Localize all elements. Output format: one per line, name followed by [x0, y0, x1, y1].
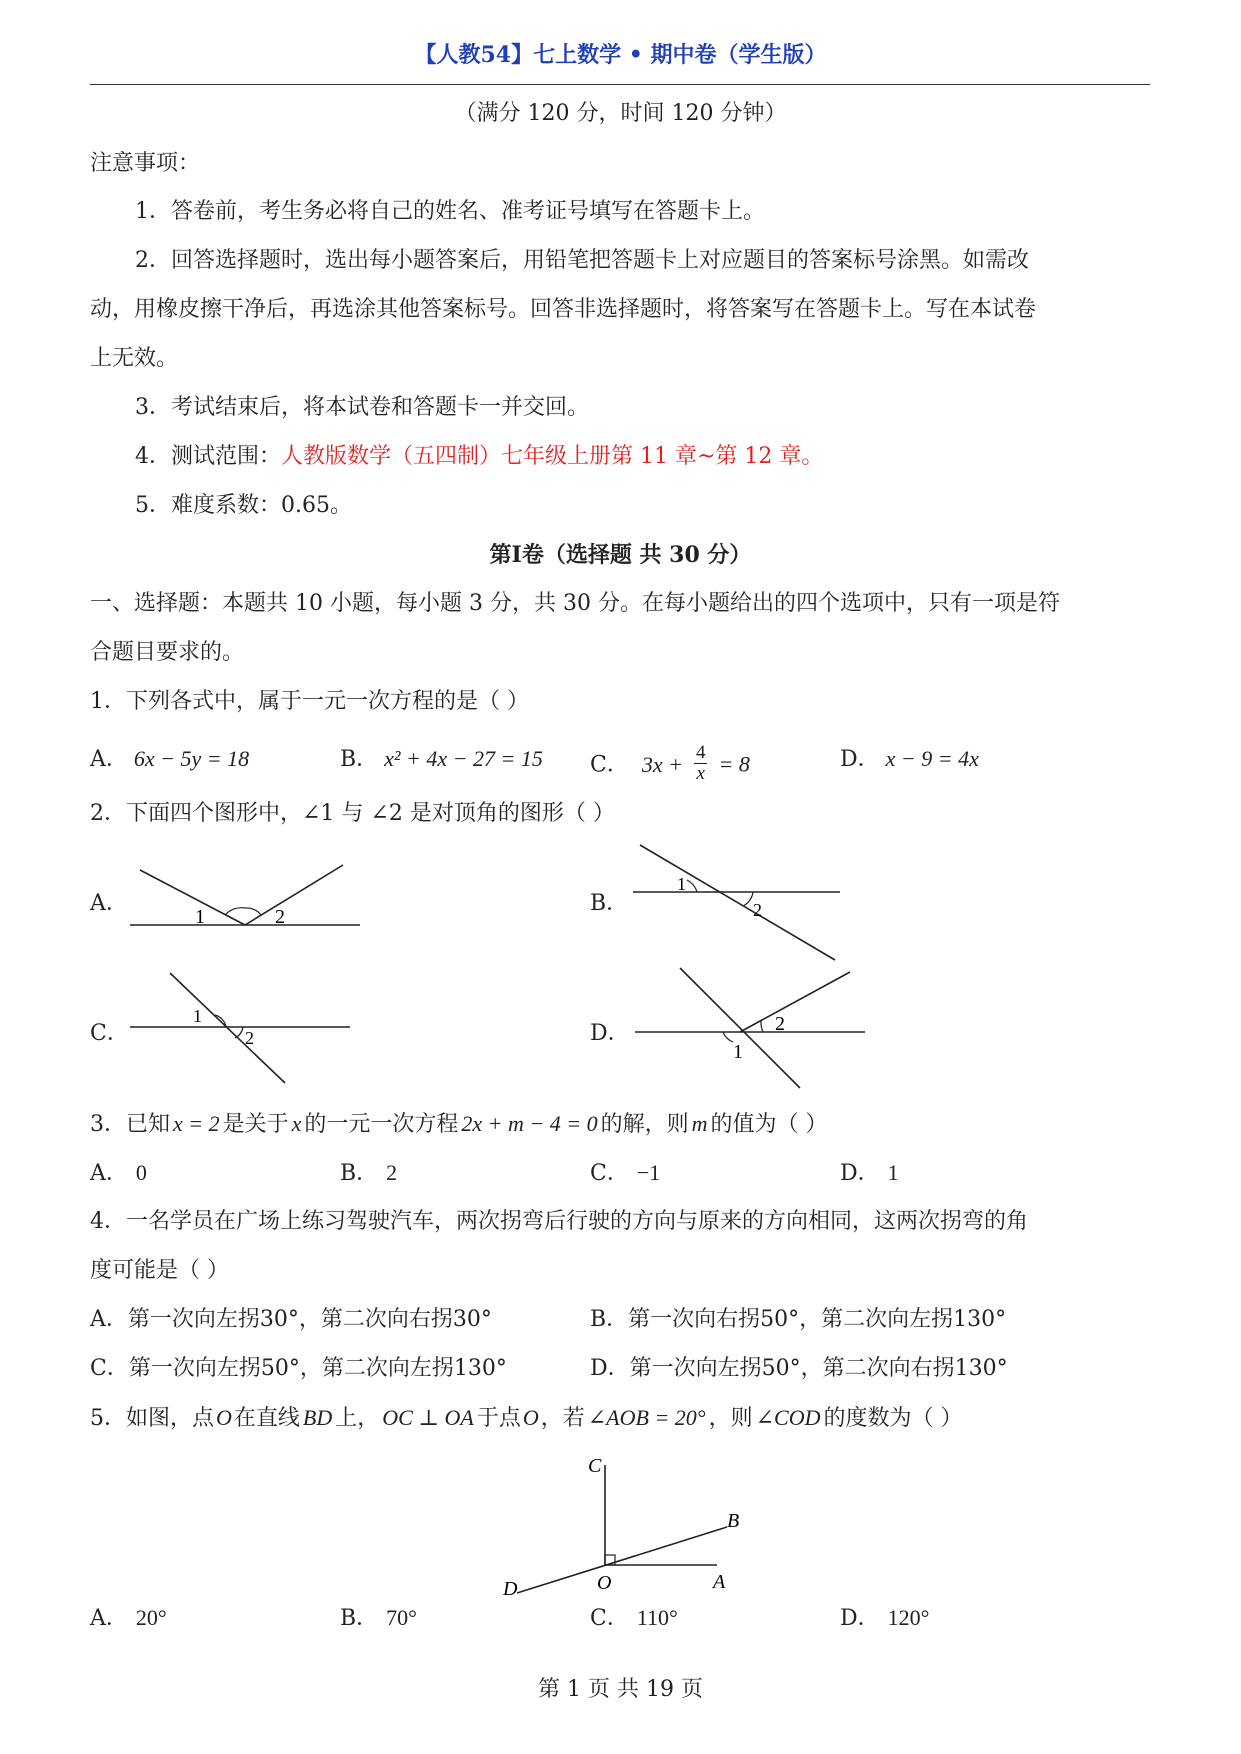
q1-option-b	[340, 745, 543, 774]
q2-label-b: B．	[590, 891, 629, 916]
q3-equation: 2x + m − 4 = 0	[461, 1111, 598, 1136]
q5-stem-e: ，若	[540, 1406, 585, 1431]
q1-option-d	[840, 745, 979, 774]
q3-stem-e: 的值为（ ）	[710, 1112, 828, 1137]
section-intro-line-1: 一、选择题：本题共 10 小题，每小题 3 分，共 30 分。在每小题给出的四个选项中，只有一项是符	[90, 591, 1060, 616]
q5-stem-c: 上，	[335, 1406, 380, 1431]
q3-c-value: −1	[636, 1160, 661, 1185]
q1-c-left: 3x +	[641, 751, 683, 777]
q2-c-angle-2: 2	[245, 1028, 254, 1048]
page-footer: 第 1 页 共 19 页	[538, 1677, 703, 1702]
q2-b-angle-1: 1	[677, 874, 686, 894]
q2-figure-c	[125, 970, 355, 1090]
note-2-line-2: 动，用橡皮擦干净后，再选涂其他答案标号。回答非选择题时，将答案写在答题卡上。写在本试卷	[90, 297, 1037, 322]
notes-heading: 注意事项：	[90, 151, 201, 176]
note-2-line-3: 上无效。	[90, 346, 179, 371]
q1-b-label: B．	[340, 747, 379, 772]
q3-option-a	[90, 1159, 147, 1188]
q4-stem-line-2: 度可能是（ ）	[90, 1258, 229, 1283]
q1-d-formula: x − 9 = 4x	[885, 746, 979, 771]
q5-c-value: 110°	[636, 1605, 678, 1630]
q3-d-value: 1	[887, 1160, 899, 1185]
q5-a-label: A．	[90, 1606, 128, 1631]
q1-a-label: A．	[90, 747, 128, 772]
q2-stem: 2．下面四个图形中，∠1 与 ∠2 是对顶角的图形（ ）	[90, 801, 615, 826]
q1-d-label: D．	[840, 747, 880, 772]
q1-c-denominator: x	[696, 763, 705, 784]
note-4-prefix: 4．测试范围：	[135, 444, 281, 469]
q5-option-d	[840, 1604, 929, 1633]
q2-figure-b	[625, 840, 850, 970]
q3-stem-d: 的解，则	[600, 1112, 689, 1137]
q3-option-c	[590, 1159, 660, 1188]
q3-m: m	[691, 1111, 708, 1136]
q5-c-label: C．	[590, 1606, 629, 1631]
q4-stem-line-1: 4．一名学员在广场上练习驾驶汽车，两次拐弯后行驶的方向与原来的方向相同，这两次拐弯的角	[90, 1209, 1029, 1234]
q2-figure-d	[625, 960, 870, 1095]
q4-option-d: D．第一次向左拐50°，第二次向右拐130°	[590, 1356, 1008, 1381]
test-range: 人教版数学（五四制）七年级上册第 11 章~第 12 章。	[281, 444, 824, 469]
q3-x: x	[291, 1111, 302, 1136]
note-2-line-1: 2．回答选择题时，选出每小题答案后，用铅笔把答题卡上对应题目的答案标号涂黑。如需改	[135, 248, 1030, 273]
q1-option-c	[590, 742, 750, 786]
q2-d-angle-2: 2	[775, 1013, 785, 1035]
q5-b-value: 70°	[386, 1605, 417, 1630]
q5-stem-g: 的度数为（ ）	[823, 1406, 963, 1431]
q2-a-angle-1: 1	[195, 906, 205, 928]
note-3: 3．考试结束后，将本试卷和答题卡一并交回。	[135, 395, 589, 420]
page-header-title: 【人教54】七上数学 • 期中卷（学生版）	[414, 42, 827, 68]
q2-a-angle-2: 2	[275, 906, 285, 928]
section-title: 第Ⅰ卷（选择题 共 30 分）	[489, 542, 752, 568]
q3-option-d	[840, 1159, 899, 1188]
q3-stem	[90, 1110, 828, 1139]
q5-label-c: C	[588, 1455, 602, 1477]
q3-stem-a: 3．已知	[90, 1112, 170, 1137]
q5-line-bd: BD	[302, 1405, 333, 1430]
q3-c-label: C．	[590, 1161, 629, 1186]
q2-figure-a	[125, 860, 365, 940]
q5-stem-b: 在直线	[233, 1406, 300, 1431]
q4-option-c: C．第一次向左拐50°，第二次向左拐130°	[90, 1356, 507, 1381]
header-rule	[90, 84, 1150, 85]
note-5: 5．难度系数：0.65。	[135, 493, 352, 518]
q3-d-label: D．	[840, 1161, 880, 1186]
q3-option-b	[340, 1159, 397, 1188]
q5-label-o: O	[597, 1572, 612, 1594]
q3-a-value: 0	[135, 1160, 147, 1185]
q5-angle-aob: ∠AOB = 20°	[587, 1405, 706, 1430]
q2-c-angle-1: 1	[193, 1006, 202, 1026]
q4-option-a: A．第一次向左拐30°，第二次向右拐30°	[90, 1307, 492, 1332]
q5-a-value: 20°	[135, 1605, 167, 1630]
q3-x-eq: x = 2	[173, 1111, 220, 1136]
q5-angle-cod: ∠COD	[755, 1405, 821, 1430]
q5-label-b: B	[727, 1510, 740, 1532]
q1-stem: 1．下列各式中，属于一元一次方程的是（ ）	[90, 689, 529, 714]
q1-c-numerator: 4	[695, 742, 706, 763]
exam-subtitle: （满分 120 分，时间 120 分钟）	[454, 101, 787, 126]
q5-stem-a: 5．如图，点	[90, 1406, 214, 1431]
q5-label-a: A	[713, 1571, 726, 1593]
q3-stem-b: 是关于	[222, 1112, 289, 1137]
q3-b-label: B．	[340, 1161, 379, 1186]
q5-point-o: O	[216, 1405, 232, 1430]
q3-stem-c: 的一元一次方程	[304, 1112, 459, 1137]
q5-stem-f: ，则	[708, 1406, 753, 1431]
q1-option-a	[90, 745, 249, 774]
q1-c-right: = 8	[718, 751, 750, 777]
note-4	[135, 443, 823, 471]
q2-label-d: D．	[590, 1021, 630, 1046]
q1-c-fraction	[694, 743, 708, 784]
q5-perp: OC ⊥ OA	[382, 1405, 474, 1430]
q2-b-angle-2: 2	[753, 900, 762, 920]
q1-c-label: C．	[590, 752, 629, 778]
q2-d-angle-1: 1	[733, 1041, 743, 1063]
q1-b-formula: x² + 4x − 27 = 15	[384, 746, 543, 771]
q5-d-label: D．	[840, 1606, 880, 1631]
q4-option-b: B．第一次向右拐50°，第二次向左拐130°	[590, 1307, 1007, 1332]
q2-label-a: A．	[90, 891, 128, 916]
q5-stem-d: 于点	[476, 1406, 521, 1431]
q5-figure	[495, 1445, 755, 1600]
q5-option-b	[340, 1604, 417, 1633]
q3-b-value: 2	[386, 1160, 398, 1185]
q5-option-c	[590, 1604, 678, 1633]
q5-option-a	[90, 1604, 167, 1633]
q5-point-o-2: O	[522, 1405, 539, 1430]
section-intro-line-2: 合题目要求的。	[90, 640, 245, 665]
q5-d-value: 120°	[887, 1605, 930, 1630]
note-1: 1．答卷前，考生务必将自己的姓名、准考证号填写在答题卡上。	[135, 199, 765, 224]
q2-label-c: C．	[90, 1021, 129, 1046]
q1-a-formula: 6x − 5y = 18	[133, 746, 250, 771]
q5-b-label: B．	[340, 1606, 379, 1631]
q5-stem	[90, 1404, 963, 1433]
q3-a-label: A．	[90, 1161, 128, 1186]
q5-label-d: D	[503, 1578, 518, 1600]
